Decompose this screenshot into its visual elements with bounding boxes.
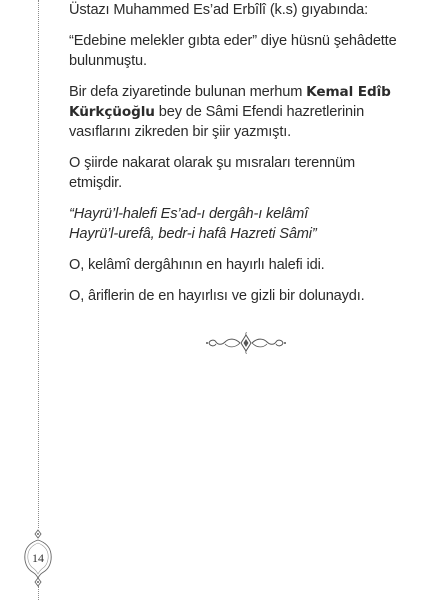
paragraph-2	[69, 31, 411, 71]
page-number: 14	[32, 551, 44, 565]
verse-quote	[69, 204, 411, 244]
left-border-rule-bottom	[38, 586, 39, 600]
paragraph-6-text: O, âriflerin de en hayırlısı ve gizli bir dolunaydı.	[69, 288, 365, 304]
paragraph-4-text: O şiirde nakarat olarak şu mısraları terennüm etmişdir.	[69, 155, 356, 191]
paragraph-4	[69, 153, 411, 193]
paragraph-1	[69, 0, 411, 20]
ornamental-divider-icon	[205, 332, 287, 354]
person-name: Kemal Edîb Kürkçüoğlu	[69, 84, 391, 120]
left-border-rule	[38, 0, 39, 528]
paragraph-3-text-after: bey de Sâmi Efendi hazretlerinin vasıflarını zikreden bir şiir yazmıştı.	[69, 104, 365, 140]
paragraph-6	[69, 286, 411, 306]
paragraph-3-text-before: Bir defa ziyaretinde bulunan merhum	[69, 84, 307, 100]
paragraph-2-text: “Edebine melekler gıbta eder” diye hüsnü şehâdette bulunmuştu.	[69, 33, 397, 69]
paragraph-3	[69, 82, 411, 142]
verse-line-1: “Hayrü’l-halefi Es’ad-ı dergâh-ı kelâmî	[69, 206, 309, 222]
body-text	[69, 0, 411, 317]
paragraph-1-text: Üstazı Muhammed Es’ad Erbîlî (k.s) gıyabında:	[69, 2, 369, 18]
paragraph-5-text: O, kelâmî dergâhının en hayırlı halefi idi.	[69, 257, 325, 273]
paragraph-5	[69, 255, 411, 275]
verse-line-2: Hayrü’l-urefâ, bedr-i hafâ Hazreti Sâmi”	[69, 226, 317, 242]
